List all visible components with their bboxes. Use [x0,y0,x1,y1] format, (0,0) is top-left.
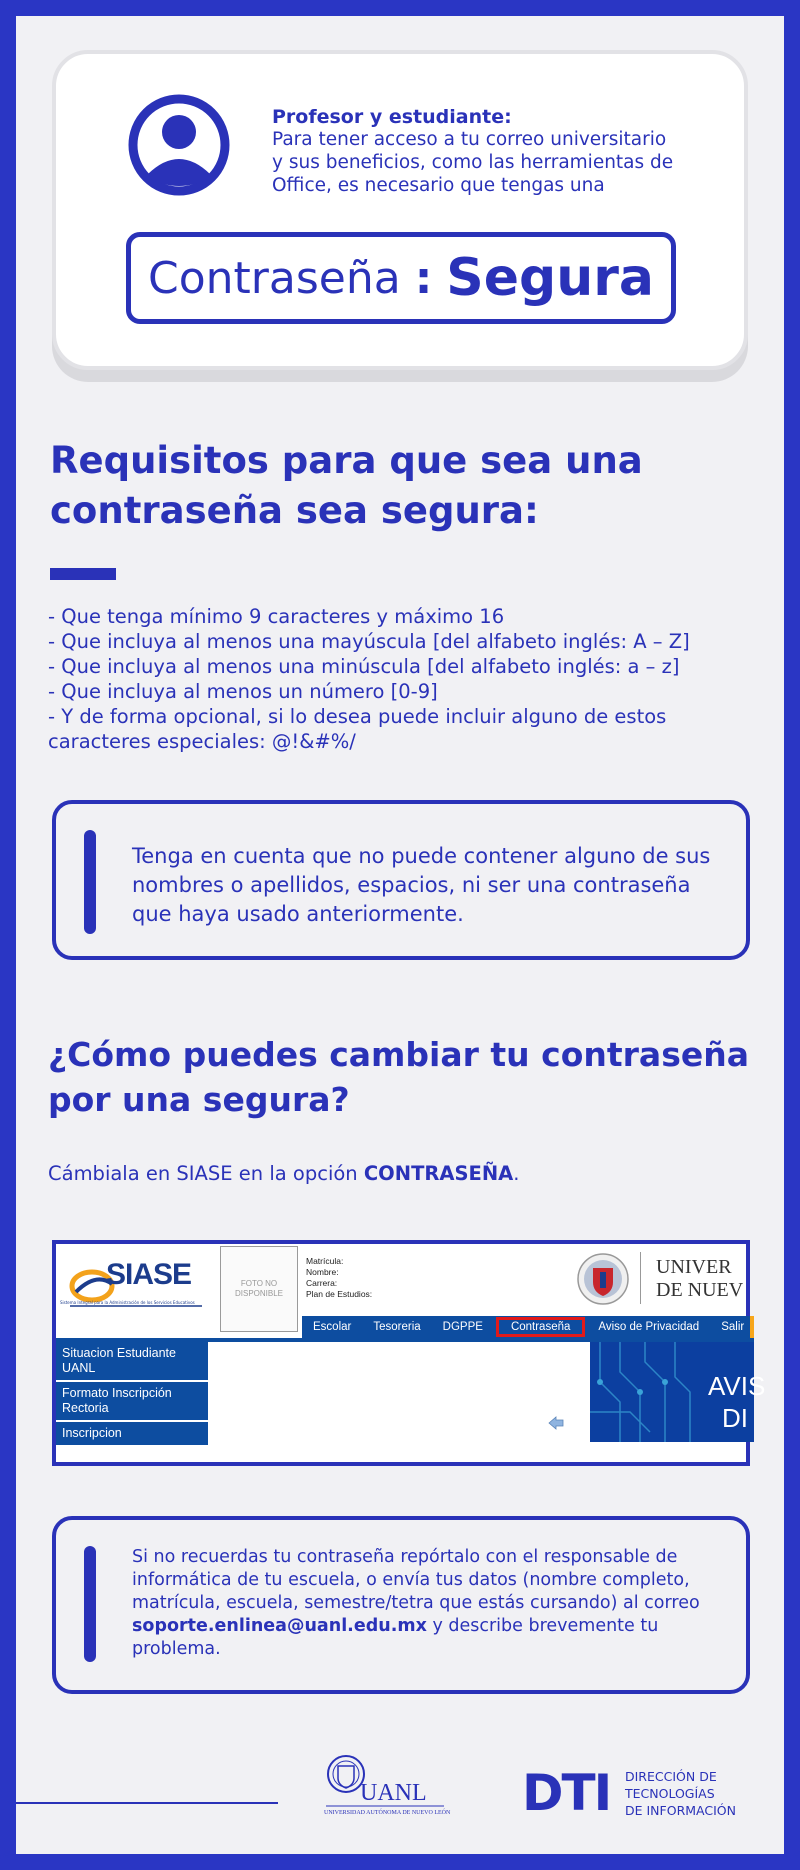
requirement-item: - Que incluya al menos un número [0-9] [48,680,438,703]
intro-line: Office, es necesario que tengas una [272,175,605,196]
note-box [52,800,750,960]
instruction-suffix: . [513,1162,520,1185]
university-name [656,1256,743,1302]
password-label: Contraseña [148,252,401,304]
meta-field: Matrícula: [306,1256,344,1266]
requirement-item: - Que tenga mínimo 9 caracteres y máximo 16 [48,605,505,628]
sidebar-item-inscripcion[interactable]: Inscripcion [56,1422,208,1447]
page [16,16,784,1854]
nav-aviso-privacidad[interactable]: Aviso de Privacidad [598,1321,700,1333]
siase-logo-text: SIASE [106,1258,192,1291]
uanl-subtitle: UNIVERSIDAD AUTÓNOMA DE NUEVO LEÓN [324,1810,451,1816]
header-card [52,50,748,370]
intro-title: Profesor y estudiante: [272,106,512,128]
uanl-wordmark: UANL [360,1780,427,1806]
header-divider [640,1252,641,1304]
photo-placeholder: FOTO NO DISPONIBLE [220,1246,298,1332]
intro-line: Para tener acceso a tu correo universitario [272,129,667,150]
support-email[interactable]: soporte.enlinea@uanl.edu.mx [132,1616,427,1636]
help-text-after: y describe brevemente tu problema. [132,1616,659,1659]
intro-line: y sus beneficios, como las herramientas de [272,152,674,173]
nav-dgppe[interactable]: DGPPE [442,1321,483,1333]
siase-instruction [48,1162,519,1185]
sidebar-item-situacion[interactable]: Situacion Estudiante UANL [56,1342,208,1382]
banner-text [708,1370,765,1434]
meta-field: Nombre: [306,1267,339,1277]
help-box [52,1516,750,1694]
meta-field: Plan de Estudios: [306,1289,373,1299]
help-text [132,1546,732,1661]
instruction-prefix: Cámbiala en SIASE en la opción [48,1162,364,1185]
instruction-option: CONTRASEÑA [363,1162,514,1185]
university-line: UNIVER [656,1256,732,1278]
footer-line [16,1802,278,1804]
arrow-left-icon[interactable] [548,1416,564,1430]
nav-tesoreria[interactable]: Tesoreria [373,1321,421,1333]
requirements-heading: Requisitos para que sea una contraseña sea segura: [50,439,643,532]
dti-subtitle: DIRECCIÓN DE TECNOLOGÍAS DE INFORMACIÓN [625,1769,736,1818]
how-heading: ¿Cómo puedes cambiar tu contraseña por una segura? [48,1035,749,1119]
siase-logo-subtitle: Sistema Integral para la Administración de los Servicios Educativos [60,1300,195,1305]
university-line: DE NUEV [656,1279,744,1301]
note-text: Tenga en cuenta que no puede contener alguno de sus nombres o apellidos, espacios, ni ser una contraseña que haya usado anteriormente. [132,844,711,926]
heading-divider [50,568,116,580]
siase-screenshot [52,1240,766,1466]
help-text-before: Si no recuerdas tu contraseña repórtalo con el responsable de informática de tu escuela, o envía tus datos (nombre completo, matrícula, escuela, semestre/tetra que estás cursando) al correo [132,1547,700,1613]
meta-field: Carrera: [306,1278,338,1288]
nav-escolar[interactable]: Escolar [313,1321,352,1333]
help-accent-bar [84,1546,96,1662]
note-accent-bar [84,830,96,934]
nav-salir[interactable]: Salir [721,1321,745,1333]
banner-line: AVIS [708,1371,766,1401]
siase-sidebar [56,1342,208,1447]
siase-nav [302,1316,754,1338]
sidebar-item-formato[interactable]: Formato Inscripción Rectoria [56,1382,208,1422]
password-colon: : [414,252,433,304]
university-shield-icon [576,1252,630,1306]
requirements-list [48,604,768,754]
password-badge [126,232,676,324]
intro-block [272,106,692,197]
dti-logo: DTI [522,1764,611,1822]
password-strength: Segura [446,248,654,308]
requirement-item: - Que incluya al menos una minúscula [del alfabeto inglés: a – z] [48,655,680,678]
banner-line: DI [722,1403,748,1433]
requirement-item: - Que incluya al menos una mayúscula [del alfabeto inglés: A – Z] [48,630,690,653]
user-avatar-icon [128,94,230,196]
nav-accent [750,1316,754,1338]
nav-contrasena[interactable]: Contraseña [500,1321,581,1333]
student-meta [306,1256,372,1300]
requirement-item: - Y de forma opcional, si lo desea puede incluir alguno de estos caracteres especiales: @!&#%/ [48,705,667,753]
privacy-banner[interactable] [590,1342,766,1442]
